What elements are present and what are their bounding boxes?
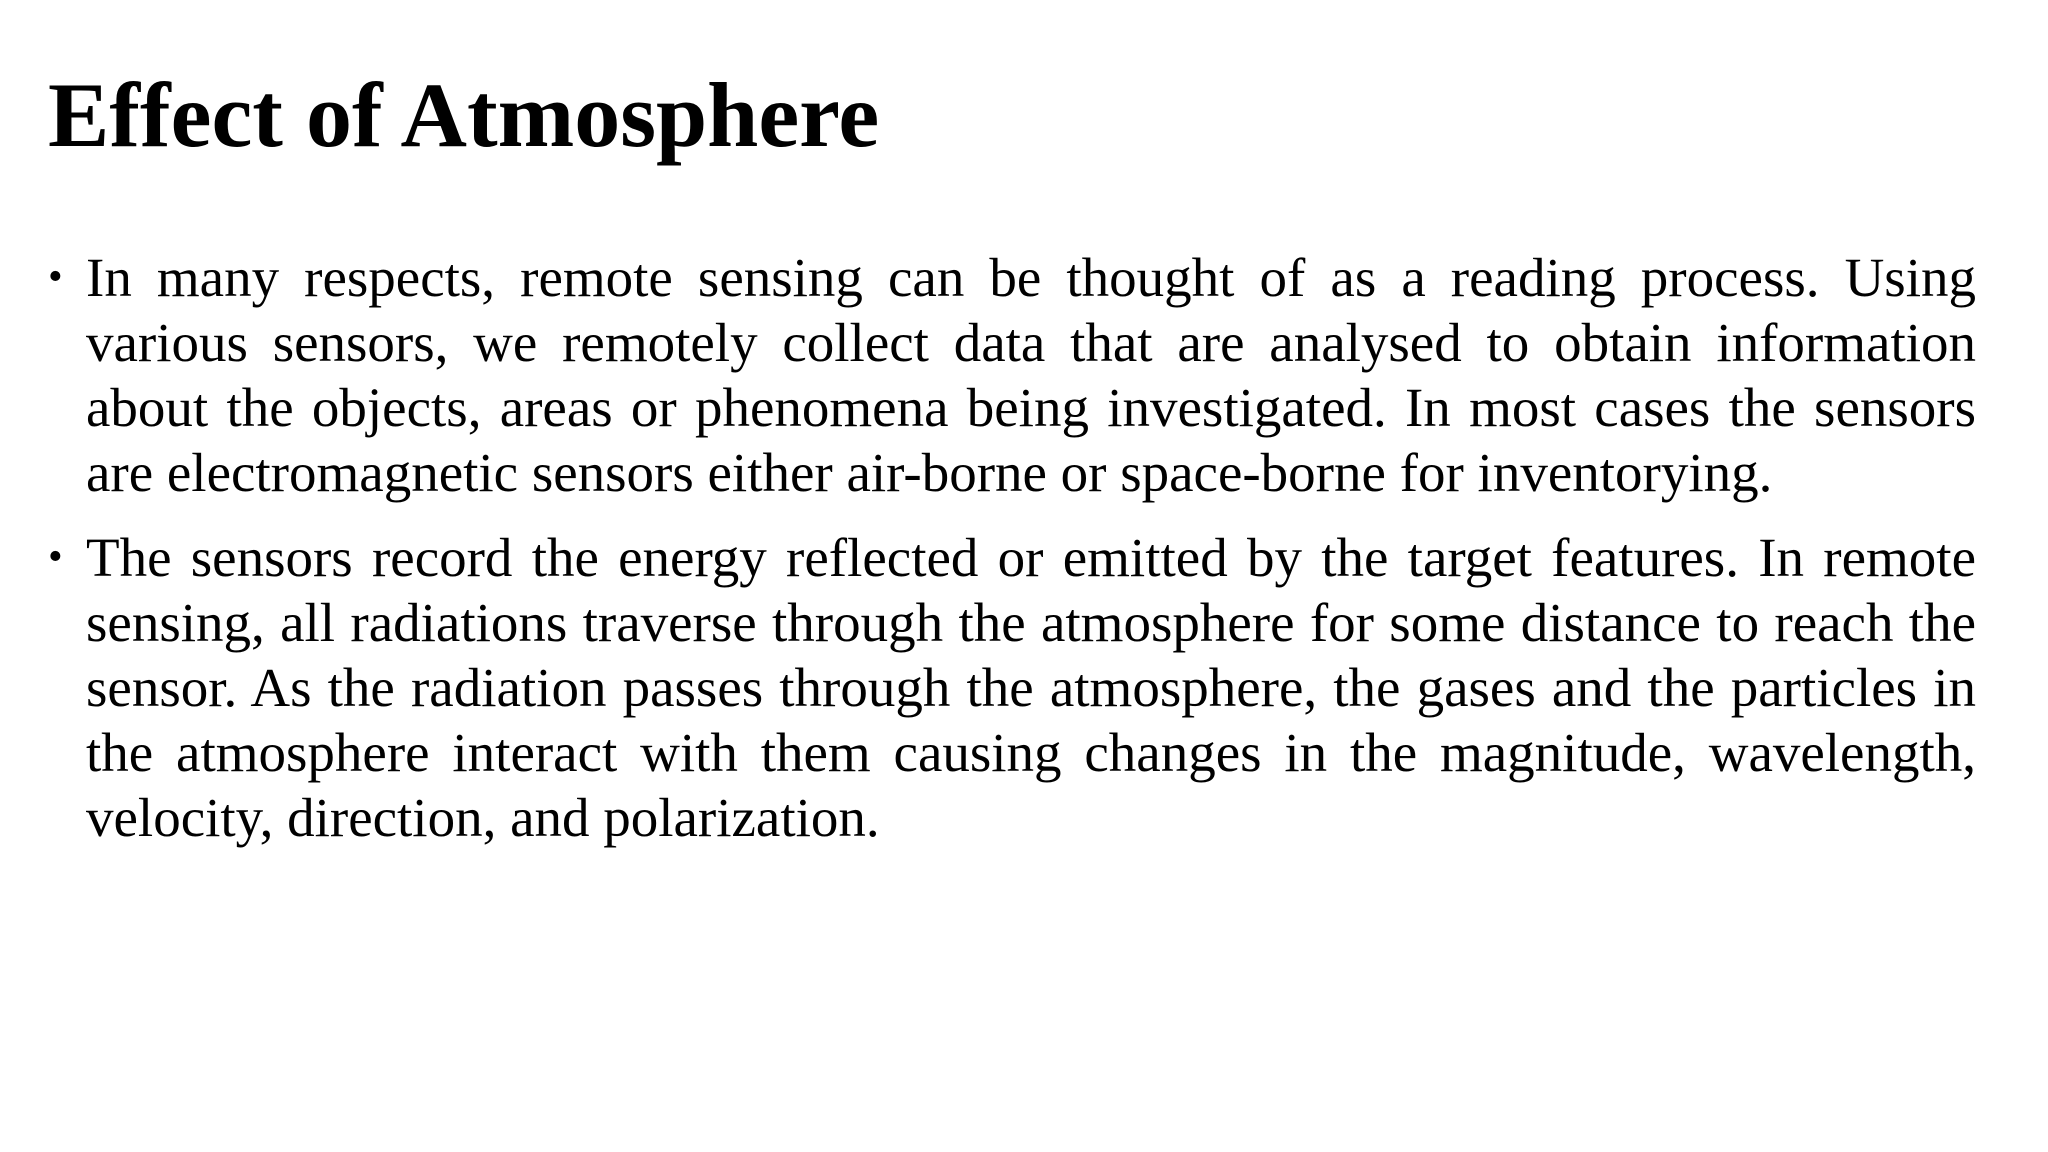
bullet-marker: • bbox=[48, 254, 63, 300]
bullet-text: The sensors record the energy reflected or emitted by the target features. In remote sensing, all radiations traverse through the atmosphere for some distance to reach the sensor. As the radiation passes through the atmosphere, the gases and the particles in the atmosphere interact with them causing changes in the magnitude, wavelength, velocity, direction, and polarization. bbox=[86, 527, 1976, 848]
bullet-marker: • bbox=[48, 534, 63, 580]
bullet-text: In many respects, remote sensing can be thought of as a reading process. Using various sensors, we remotely collect data that are analysed to obtain information about the objects, areas or phenomena being investigated. In most cases the sensors are electromagnetic sensors either air-borne or space-borne for inventorying. bbox=[86, 247, 1976, 503]
bullet-item bbox=[48, 245, 1976, 505]
bullet-list bbox=[48, 245, 1976, 870]
bullet-item bbox=[48, 525, 1976, 850]
slide-title: Effect of Atmosphere bbox=[48, 64, 880, 166]
